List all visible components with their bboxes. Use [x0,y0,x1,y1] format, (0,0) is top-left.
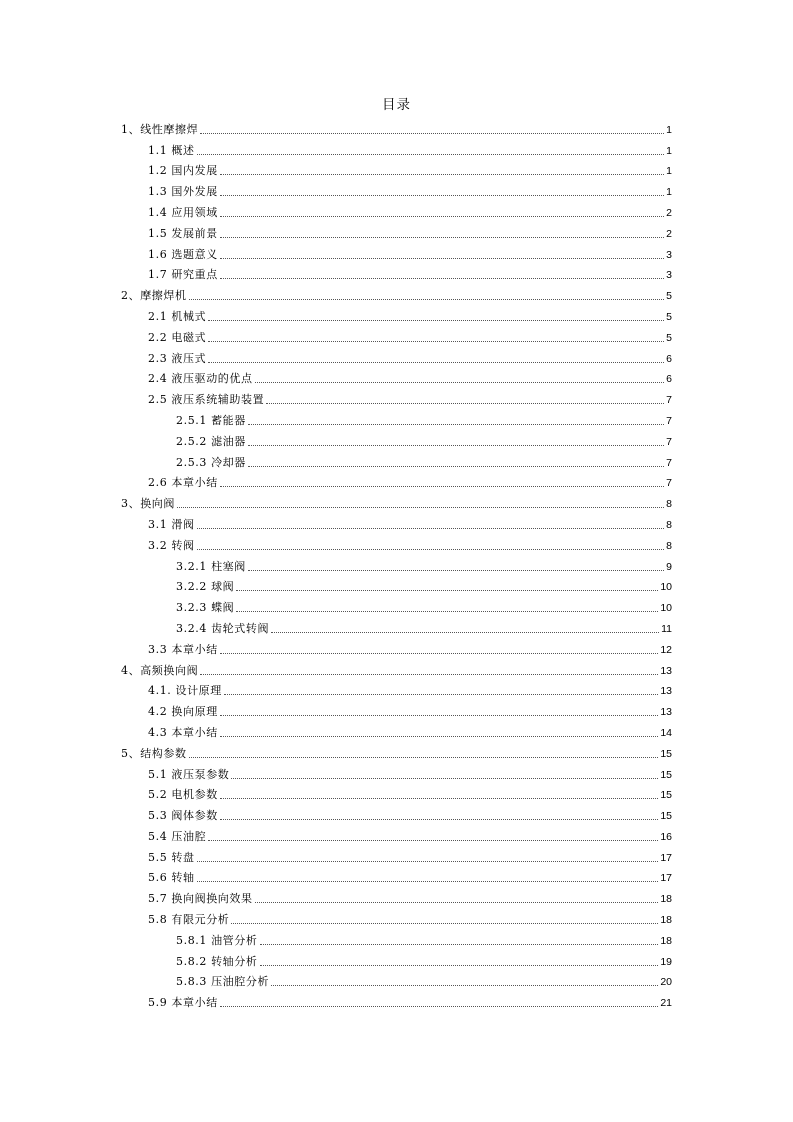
toc-entry-page-number: 7 [666,477,672,490]
toc-entry-page-number: 8 [666,498,672,511]
toc-entry-page-number: 10 [660,581,672,594]
dot-leader [255,382,665,383]
dot-leader [231,778,658,779]
toc-entry-label: 2.5.2 滤油器 [176,434,246,448]
dot-leader [220,278,664,279]
toc-entry[interactable] [0,763,793,784]
toc-entry-page-number: 18 [660,893,672,906]
dot-leader [220,258,664,259]
toc-entry-label: 5.1 液压泵参数 [148,767,230,781]
toc-entry-page-number: 9 [666,560,672,573]
dot-leader [220,736,659,737]
toc-entry[interactable] [0,617,793,638]
toc-entry-label: 4.3 本章小结 [148,725,218,739]
toc-entry-label: 5.8 有限元分析 [148,913,230,927]
toc-entry-page-number: 12 [660,643,672,656]
dot-leader [248,424,664,425]
toc-entry[interactable] [0,451,793,472]
toc-entry-page-number: 1 [666,165,672,178]
toc-entry[interactable] [0,991,793,1012]
toc-entry-page-number: 20 [660,976,672,989]
toc-entry-label: 3.3 本章小结 [148,642,218,656]
toc-entry-label: 2.3 液压式 [148,351,207,365]
toc-entry-page-number: 18 [660,914,672,927]
toc-entry-label: 2.2 电磁式 [148,330,207,344]
toc-entry-label: 5.8.2 转轴分析 [176,954,258,968]
toc-entry-label: 1.3 国外发展 [148,185,218,199]
dot-leader [220,216,664,217]
toc-entry-label: 5.9 本章小结 [148,996,218,1010]
toc-entry-page-number: 21 [660,997,672,1010]
toc-entry-label: 1.6 选题意义 [148,247,218,261]
toc-entry-page-number: 1 [666,186,672,199]
toc-entry[interactable] [0,784,793,805]
dot-leader [197,549,665,550]
toc-entry-page-number: 7 [666,456,672,469]
toc-entry-label: 5.6 转轴 [148,871,195,885]
toc-title: 目录 [382,97,411,113]
toc-entry-page-number: 5 [666,310,672,323]
dot-leader [220,195,664,196]
toc-entry-page-number: 7 [666,435,672,448]
toc-entry[interactable] [0,908,793,929]
toc-entry-label: 1.2 国内发展 [148,164,218,178]
toc-entry[interactable] [0,409,793,430]
toc-entry-page-number: 13 [660,685,672,698]
dot-leader [220,486,664,487]
dot-leader [189,757,659,758]
toc-entry[interactable] [0,721,793,742]
toc-entry-page-number: 15 [660,768,672,781]
dot-leader [197,528,665,529]
toc-entry-label: 1.1 概述 [148,143,195,157]
dot-leader [220,798,659,799]
dot-leader [248,445,664,446]
toc-entry-label: 1.5 发展前景 [148,226,218,240]
dot-leader [197,881,659,882]
toc-entry[interactable] [0,887,793,908]
dot-leader [248,466,664,467]
dot-leader [255,902,659,903]
toc-entry-page-number: 3 [666,248,672,261]
toc-entry[interactable] [0,659,793,680]
toc-entry[interactable] [0,971,793,992]
toc-entry[interactable] [0,284,793,305]
toc-entry-label: 5、结构参数 [121,746,187,760]
toc-entry[interactable] [0,118,793,139]
toc-entry-label: 2.1 机械式 [148,309,207,323]
toc-entry-label: 2、摩擦焊机 [121,289,187,303]
toc-entry[interactable] [0,160,793,181]
dot-leader [197,154,665,155]
toc-entry-label: 1、线性摩擦焊 [121,122,199,136]
toc-entry[interactable] [0,804,793,825]
toc-entry-label: 1.4 应用领域 [148,205,218,219]
toc-entry-page-number: 16 [660,830,672,843]
dot-leader [271,632,659,633]
toc-entry-page-number: 6 [666,352,672,365]
toc-entry-label: 2.5.3 冷却器 [176,455,246,469]
toc-entry-label: 5.7 换向阀换向效果 [148,892,253,906]
toc-entry-page-number: 7 [666,414,672,427]
toc-entry-page-number: 8 [666,539,672,552]
toc-entry-label: 5.3 阀体参数 [148,809,218,823]
toc-entry-page-number: 7 [666,394,672,407]
toc-entry-page-number: 15 [660,789,672,802]
toc-entry-page-number: 19 [660,955,672,968]
toc-entry-label: 3、换向阀 [121,497,175,511]
toc-entry-page-number: 18 [660,934,672,947]
dot-leader [220,819,659,820]
toc-entry[interactable] [0,950,793,971]
toc-entry[interactable] [0,846,793,867]
toc-entry[interactable] [0,555,793,576]
toc-entry-page-number: 5 [666,290,672,303]
dot-leader [177,507,664,508]
toc-entry-page-number: 13 [660,664,672,677]
toc-entry-label: 2.5.1 蓄能器 [176,413,246,427]
toc-entry[interactable] [0,326,793,347]
toc-entry[interactable] [0,201,793,222]
toc-entry[interactable] [0,513,793,534]
dot-leader [224,694,658,695]
toc-entry[interactable] [0,388,793,409]
toc-entry[interactable] [0,742,793,763]
toc-entry-label: 1.7 研究重点 [148,268,218,282]
toc-entry[interactable] [0,368,793,389]
toc-entry-label: 3.1 滑阀 [148,517,195,531]
toc-entry-label: 5.2 电机参数 [148,788,218,802]
toc-entry-label: 5.5 转盘 [148,850,195,864]
toc-entry-page-number: 1 [666,144,672,157]
toc-entry[interactable] [0,534,793,555]
toc-entry[interactable] [0,347,793,368]
dot-leader [236,590,658,591]
dot-leader [208,840,658,841]
dot-leader [271,985,658,986]
toc-entry-page-number: 13 [660,706,672,719]
toc-entry-page-number: 1 [666,123,672,136]
toc-entry-label: 3.2.1 柱塞阀 [176,559,246,573]
dot-leader [231,923,658,924]
toc-entry-page-number: 2 [666,227,672,240]
toc-entry-label: 5.4 压油腔 [148,829,207,843]
toc-entry[interactable] [0,264,793,285]
toc-entry-label: 2.5 液压系统辅助装置 [148,393,265,407]
toc-entry-label: 4.2 换向原理 [148,705,218,719]
toc-entry-label: 3.2 转阀 [148,538,195,552]
toc-entry[interactable] [0,139,793,160]
toc-entry-label: 2.6 本章小结 [148,476,218,490]
toc-entry-label: 5.8.1 油管分析 [176,933,258,947]
toc-entry-label: 5.8.3 压油腔分析 [176,975,270,989]
toc-entry-page-number: 5 [666,331,672,344]
dot-leader [200,674,658,675]
toc-entry[interactable] [0,825,793,846]
dot-leader [266,403,664,404]
dot-leader [236,611,658,612]
toc-entry-page-number: 2 [666,206,672,219]
dot-leader [189,299,665,300]
toc-entry[interactable] [0,472,793,493]
toc-entry-page-number: 6 [666,373,672,386]
toc-entry-page-number: 3 [666,269,672,282]
dot-leader [220,237,664,238]
toc-entry-label: 2.4 液压驱动的优点 [148,372,253,386]
toc-entry[interactable] [0,929,793,950]
toc-entry[interactable] [0,638,793,659]
dot-leader [260,965,659,966]
dot-leader [200,133,664,134]
toc-entry-page-number: 10 [660,602,672,615]
toc-entry-page-number: 8 [666,518,672,531]
dot-leader [220,653,659,654]
toc-entry[interactable] [0,492,793,513]
toc-entry-page-number: 15 [660,810,672,823]
dot-leader [220,1006,659,1007]
toc-entry[interactable] [0,305,793,326]
toc-entry-label: 4、高频换向阀 [121,663,199,677]
dot-leader [208,341,664,342]
toc-entry-page-number: 11 [661,622,672,635]
toc-list [0,118,793,1012]
dot-leader [208,362,664,363]
toc-entry[interactable] [0,700,793,721]
toc-entry[interactable] [0,596,793,617]
toc-entry-page-number: 15 [660,747,672,760]
dot-leader [208,320,664,321]
toc-entry[interactable] [0,180,793,201]
toc-entry-page-number: 17 [660,872,672,885]
toc-entry[interactable] [0,680,793,701]
dot-leader [220,174,664,175]
toc-entry[interactable] [0,867,793,888]
toc-entry-label: 3.2.3 蝶阀 [176,601,235,615]
toc-entry[interactable] [0,576,793,597]
toc-entry-label: 3.2.4 齿轮式转阀 [176,621,270,635]
toc-entry[interactable] [0,243,793,264]
toc-entry[interactable] [0,430,793,451]
toc-entry-label: 4.1. 设计原理 [148,684,222,698]
dot-leader [260,944,659,945]
toc-entry-page-number: 14 [660,726,672,739]
dot-leader [220,715,659,716]
toc-entry-page-number: 17 [660,851,672,864]
toc-entry-label: 3.2.2 球阀 [176,580,235,594]
dot-leader [197,861,659,862]
toc-entry[interactable] [0,222,793,243]
dot-leader [248,570,664,571]
